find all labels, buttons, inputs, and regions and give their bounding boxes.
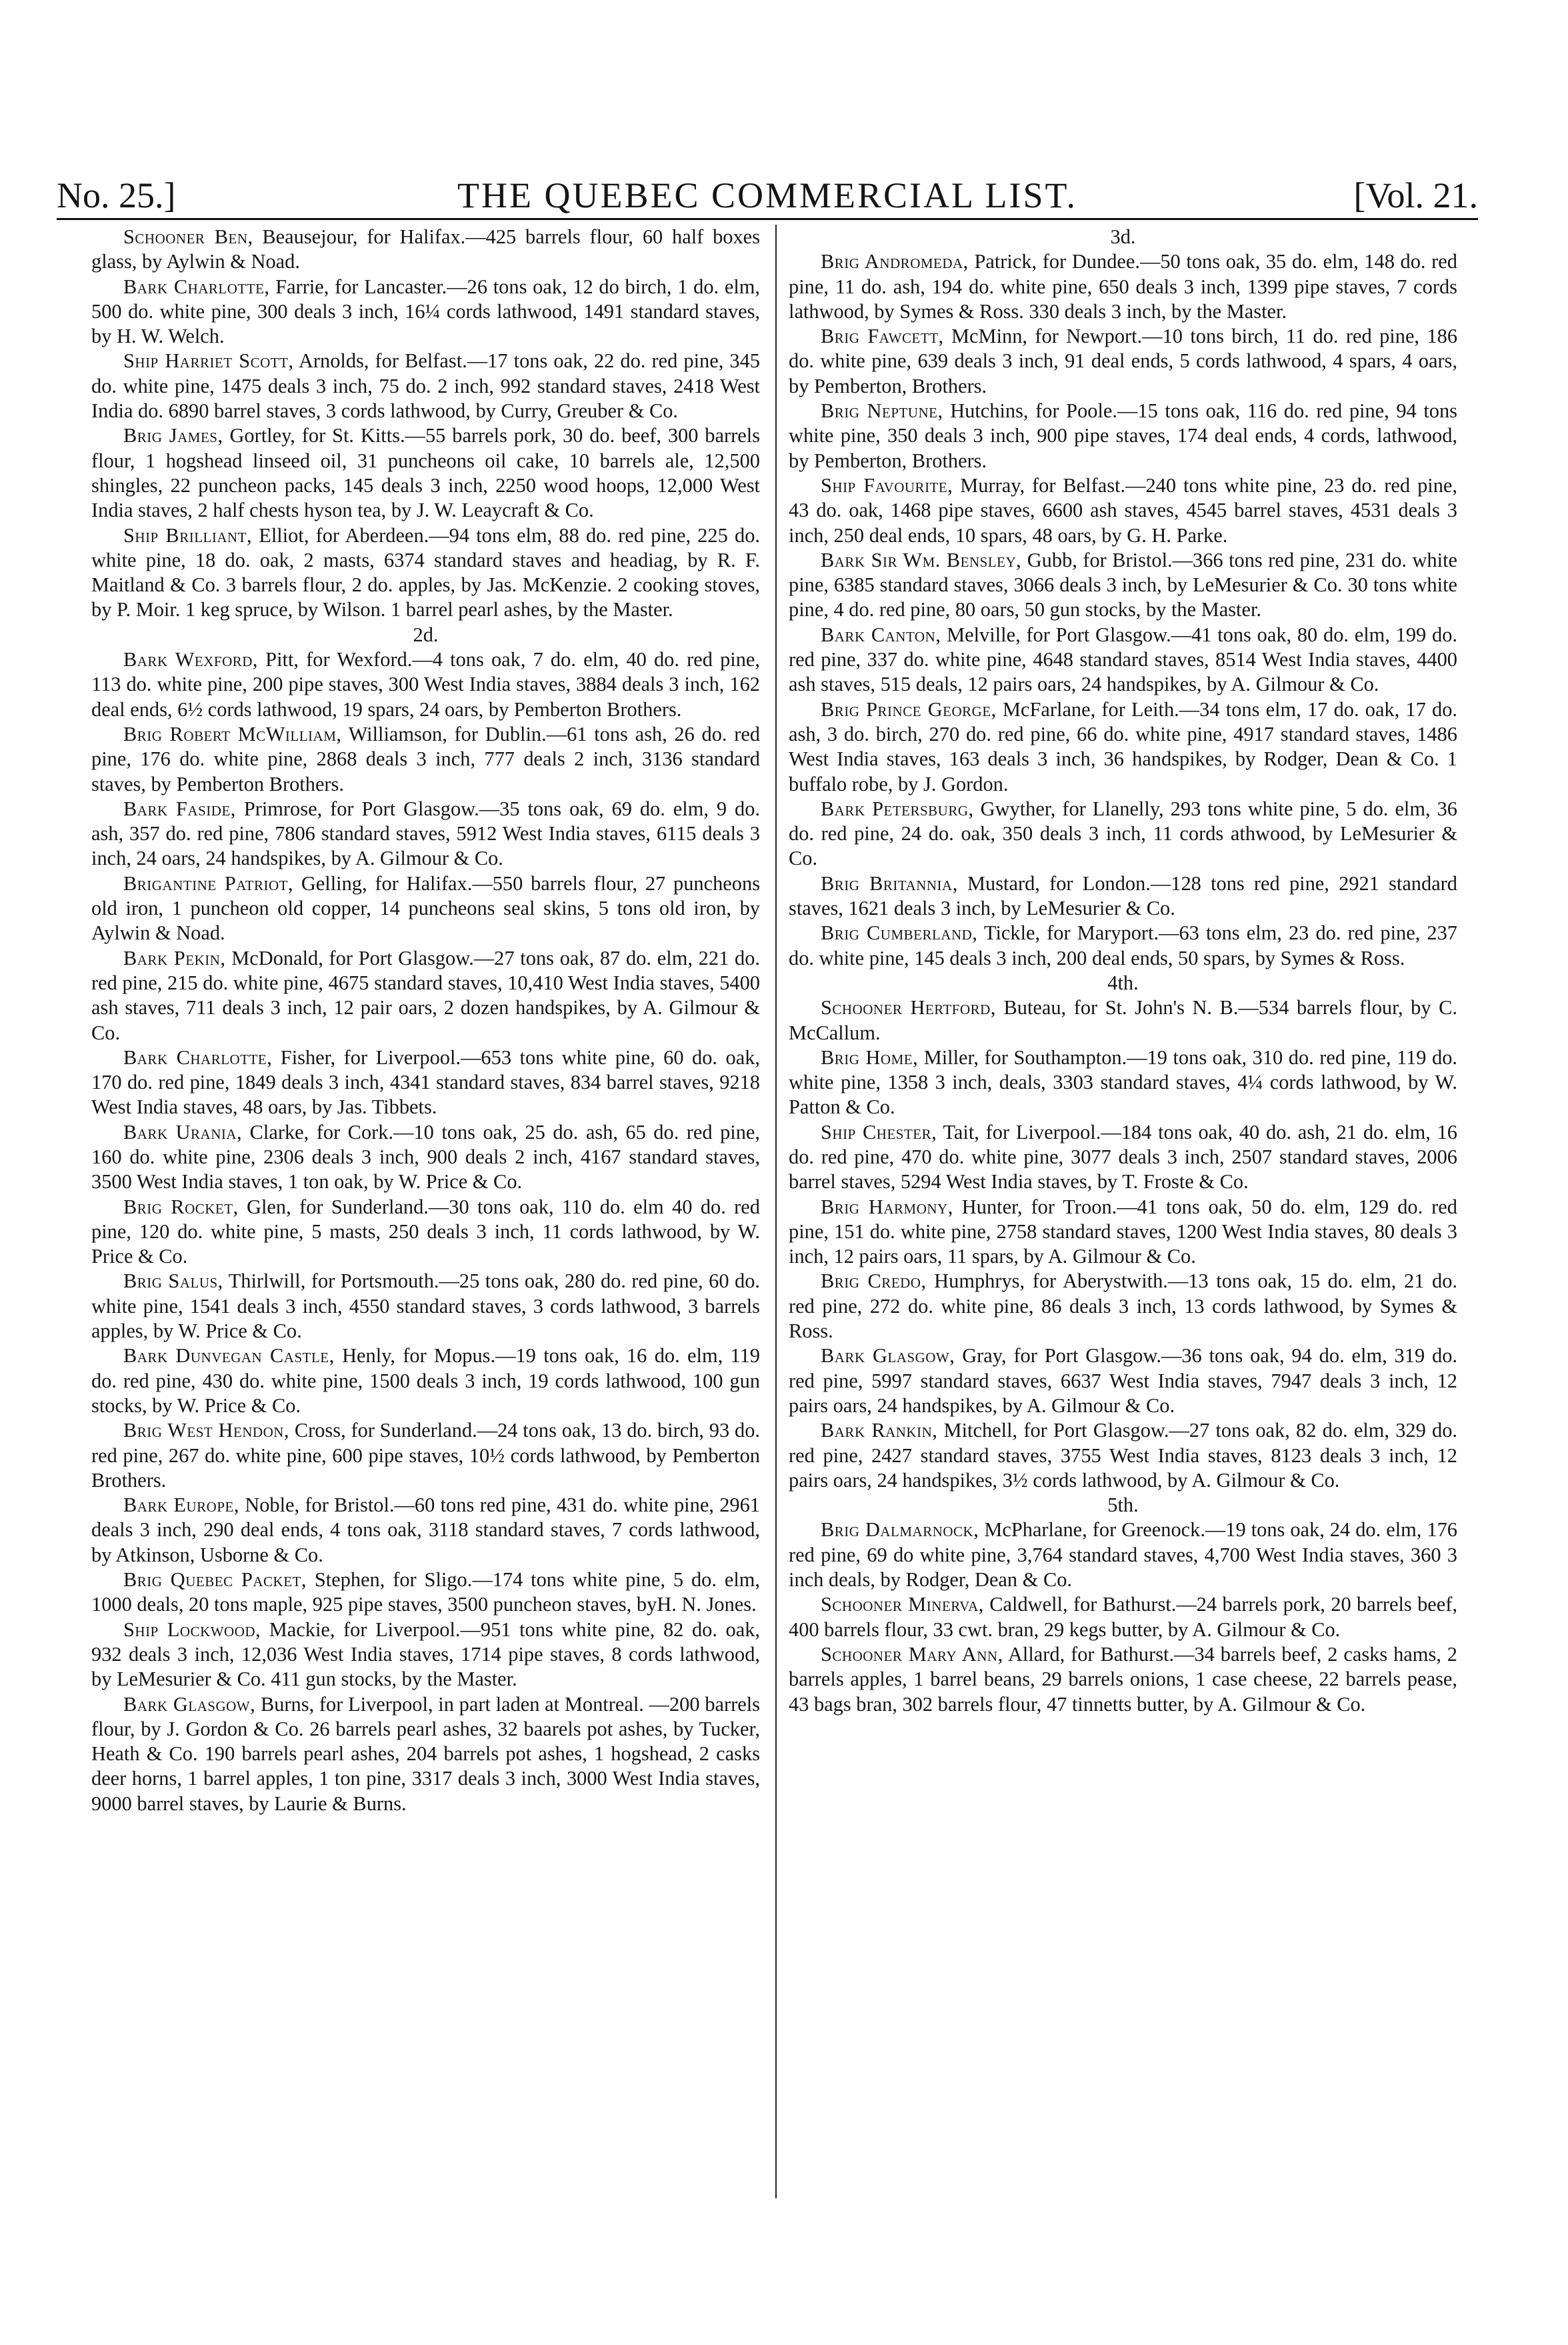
vessel-name: Bark Sir Wm. Bensley,	[821, 548, 1022, 571]
vessel-name: Bark Pekin,	[123, 946, 226, 969]
cargo-entry	[91, 647, 760, 722]
cargo-entry	[789, 921, 1457, 971]
right-column	[789, 225, 1457, 1717]
cargo-details: Tickle, for Maryport.—63 tons elm, 23 do. red pine, 237 do. white pine, 145 deals 3 inch, 200 deal ends, 50 spars, by Symes & Ross.	[789, 921, 1458, 969]
cargo-details: Arnolds, for Belfast.—17 tons oak, 22 do. red pine, 345 do. white pine, 1475 deals 3 inch, 75 do. 2 inch, 992 standard staves, 2418 West India do. 6890 barrel staves, 3 cords lathwood, by Curry, Greuber & Co.	[91, 349, 760, 423]
cargo-details: Stephen, for Sligo.—174 tons white pine, 5 do. elm, 1000 deals, 20 tons maple, 925 pipe staves, 3500 puncheon staves, byH. N. Jones.	[91, 1568, 761, 1616]
cargo-details: Fisher, for Liverpool.—653 tons white pine, 60 do. oak, 170 do. red pine, 1849 deals 3 inch, 4341 standard staves, 834 barrel staves, 9218 West India staves, 48 oars, by Jas. Tibbets.	[91, 1045, 760, 1119]
vessel-name: Brig Salus,	[123, 1270, 223, 1293]
cargo-details: Williamson, for Dublin.—61 tons ash, 26 do. red pine, 176 do. white pine, 2868 deals 3 inch, 777 deals 2 inch, 3136 standard staves, by Pemberton Brothers.	[91, 722, 761, 795]
cargo-details: Pitt, for Wexford.—4 tons oak, 7 do. elm, 40 do. red pine, 113 do. white pine, 200 pipe staves, 300 West India staves, 3884 deals 3 inch, 162 deal ends, 6½ cords lathwood, 19 spars, 24 oars, by Pemberton Brothers.	[91, 648, 760, 721]
cargo-details: Melville, for Port Glasgow.—41 tons oak, 80 do. elm, 199 do. red pine, 337 do. white pine, 4648 standard staves, 8514 West India staves, 4400 ash staves, 515 deals, 12 pairs oars, 24 handspikes, by A. Gilmour & Co.	[789, 623, 1457, 696]
cargo-entry	[789, 249, 1457, 324]
cargo-entry	[789, 548, 1457, 623]
vessel-name: Brig Prince George,	[821, 697, 997, 721]
cargo-details: Gelling, for Halifax.—550 barrels flour, 27 puncheons old iron, 1 puncheon old copper, 14 puncheons seal skins, 5 tons old iron, by Aylwin & Noad.	[91, 871, 760, 945]
cargo-details: McDonald, for Port Glasgow.—27 tons oak, 87 do. elm, 221 do. red pine, 215 do. white pine, 4675 standard staves, 10,410 West India staves, 5400 ash staves, 711 deals 3 inch, 12 pair oars, 2 dozen handspikes, by A. Gilmour & Co.	[91, 946, 760, 1044]
cargo-entry	[789, 1518, 1457, 1592]
cargo-entry	[91, 946, 760, 1045]
vessel-name: Brig Home,	[821, 1045, 919, 1069]
cargo-entry	[91, 1344, 760, 1418]
cargo-entry	[789, 1344, 1457, 1418]
cargo-entry	[91, 423, 760, 523]
cargo-details: Cross, for Sunderland.—24 tons oak, 13 do. birch, 93 do. red pine, 267 do. white pine, 600 pipe staves, 10½ cords lathwood, by Pemberton Brothers.	[91, 1419, 760, 1492]
cargo-details: Miller, for Southampton.—19 tons oak, 310 do. red pine, 119 do. white pine, 1358 3 inch, deals, 3303 standard staves, 4¼ cords lathwood, by W. Patton & Co.	[789, 1045, 1458, 1119]
cargo-details: Humphrys, for Aberystwith.—13 tons oak, 15 do. elm, 21 do. red pine, 272 do. white pine, 86 deals 3 inch, 13 cords lathwood, by Symes & Ross.	[789, 1270, 1457, 1343]
cargo-entry	[789, 1045, 1457, 1120]
vessel-name: Bark Charlotte,	[123, 1045, 273, 1069]
cargo-entry	[91, 225, 760, 275]
cargo-details: Primrose, for Port Glasgow.—35 tons oak, 69 do. elm, 9 do. ash, 357 do. red pine, 7806 standard staves, 5912 West India staves, 6115 deals 3 inch, 24 oars, 24 handspikes, by A. Gilmour & Co.	[91, 797, 760, 870]
vessel-name: Schooner Ben,	[123, 225, 253, 248]
vessel-name: Bark Rankin,	[821, 1419, 938, 1442]
vessel-name: Brig Dalmarnock,	[821, 1518, 979, 1542]
cargo-entry	[91, 349, 760, 423]
header-rule	[57, 218, 1478, 220]
vessel-name: Brigantine Patriot,	[123, 871, 294, 895]
issue-number: No. 25.]	[57, 175, 176, 215]
cargo-entry	[91, 1120, 760, 1195]
vessel-name: Bark Charlotte,	[123, 275, 270, 298]
cargo-entry	[789, 623, 1457, 697]
vessel-name: Schooner Minerva,	[821, 1593, 984, 1616]
vessel-name: Bark Wexford,	[123, 648, 259, 671]
vessel-name: Bark Petersburg,	[821, 797, 974, 820]
cargo-details: Gray, for Port Glasgow.—36 tons oak, 94 do. elm, 319 do. red pine, 5997 standard staves, 6637 West India staves, 7947 deals 3 inch, 12 pairs oars, 24 handspikes, by A. Gilmour & Co.	[789, 1344, 1457, 1417]
cargo-entry	[91, 1568, 760, 1618]
date-heading: 4th.	[1107, 971, 1139, 994]
vessel-name: Ship Brilliant,	[123, 523, 253, 547]
cargo-entry	[91, 1493, 760, 1568]
vessel-name: Brig James,	[123, 424, 223, 447]
cargo-details: Murray, for Belfast.—240 tons white pine, 23 do. red pine, 43 do. oak, 1468 pipe staves, 6600 ash staves, 4545 barrel staves, 4531 deals 3 inch, 250 deal ends, 10 spars, 48 oars, by G. H. Parke.	[789, 473, 1457, 547]
cargo-details: McFarlane, for Leith.—34 tons elm, 17 do. oak, 17 do. ash, 3 do. birch, 270 do. red pine, 66 do. white pine, 4917 standard staves, 1486 West India staves, 163 deals 3 inch, 36 handspikes, by Rodger, Dean & Co. 1 buffalo robe, by J. Gordon.	[789, 697, 1457, 795]
cargo-details: McMinn, for Newport.—10 tons birch, 11 do. red pine, 186 do. white pine, 639 deals 3 inch, 91 deal ends, 5 cords lathwood, 4 spars, 4 oars, by Pemberton, Brothers.	[789, 325, 1458, 397]
date-heading: 2d.	[413, 623, 439, 646]
vessel-name: Ship Favourite,	[821, 473, 953, 497]
cargo-details: Mackie, for Liverpool.—951 tons white pine, 82 do. oak, 932 deals 3 inch, 12,036 West India staves, 1714 pipe staves, 8 cords lathwood, by LeMesurier & Co. 411 gun stocks, by the Master.	[91, 1618, 760, 1691]
cargo-details: McPharlane, for Greenock.—19 tons oak, 24 do. elm, 176 red pine, 69 do white pine, 3,764 standard staves, 4,700 West India staves, 360 3 inch deals, by Rodger, Dean & Co.	[789, 1518, 1457, 1592]
cargo-entry	[91, 1195, 760, 1270]
cargo-details: Elliot, for Aberdeen.—94 tons elm, 88 do. red pine, 225 do. white pine, 18 do. oak, 2 masts, 6374 standard staves and headiag, by R. F. Maitland & Co. 3 barrels flour, 2 do. apples, by Jas. McKenzie. 2 cooking stoves, by P. Moir. 1 keg spruce, by Wilson. 1 barrel pearl ashes, by the Master.	[91, 523, 760, 621]
vessel-name: Schooner Hertford,	[821, 996, 996, 1019]
cargo-details: Hutchins, for Poole.—15 tons oak, 116 do. red pine, 94 tons white pine, 350 deals 3 inch, 900 pipe staves, 174 deal ends, 4 cords, lathwood, by Pemberton, Brothers.	[789, 399, 1458, 472]
cargo-entry	[789, 697, 1457, 797]
vessel-name: Bark Glasgow,	[123, 1692, 256, 1716]
vessel-name: Ship Lockwood,	[123, 1618, 261, 1641]
vessel-name: Brig Credo,	[821, 1270, 927, 1293]
date-heading: 3d.	[1110, 225, 1136, 248]
cargo-details: Burns, for Liverpool, in part laden at Montreal. —200 barrels flour, by J. Gordon & Co. 26 barrels pearl ashes, 32 baarels pot ashes, by Tucker, Heath & Co. 190 barrels pearl ashes, 204 barrels pot ashes, 1 hogshead, 2 casks deer horns, 1 barrel apples, 1 ton pine, 3317 deals 3 inch, 3000 West India staves, 9000 barrel staves, by Laurie & Burns.	[91, 1692, 760, 1815]
cargo-details: Tait, for Liverpool.—184 tons oak, 40 do. ash, 21 do. elm, 16 do. red pine, 470 do. white pine, 3077 deals 3 inch, 2507 standard staves, 2006 barrel staves, 5294 West India staves, by T. Froste & Co.	[789, 1120, 1457, 1194]
vessel-name: Brig Quebec Packet,	[123, 1568, 307, 1592]
vessel-name: Brig Andromeda,	[821, 250, 969, 273]
cargo-entry	[789, 871, 1457, 921]
cargo-details: Patrick, for Dundee.—50 tons oak, 35 do. elm, 148 do. red pine, 11 do. ash, 194 do. white pine, 650 deals 3 inch, 1399 pipe staves, 7 cords lathwood, by Symes & Ross. 330 deals 3 inch, by the Master.	[789, 250, 1457, 323]
vessel-name: Bark Urania,	[123, 1120, 243, 1143]
vessel-name: Brig Neptune,	[821, 399, 943, 423]
vessel-name: Bark Canton,	[821, 623, 941, 646]
cargo-details: Hunter, for Troon.—41 tons oak, 50 do. elm, 129 do. red pine, 151 do. white pine, 2758 standard staves, 1200 West India staves, 80 deals 3 inch, 12 pairs oars, 11 spars, by A. Gilmour & Co.	[789, 1195, 1457, 1268]
page-header	[57, 167, 1478, 220]
cargo-details: Gwyther, for Llanelly, 293 tons white pine, 5 do. elm, 36 do. red pine, 24 do. oak, 350 deals 3 inch, 11 cords athwood, by LeMesurier & Co.	[789, 797, 1457, 870]
cargo-details: Glen, for Sunderland.—30 tons oak, 110 do. elm 40 do. red pine, 120 do. white pine, 5 masts, 250 deals 3 inch, 11 cords lathwood, by W. Price & Co.	[91, 1195, 760, 1268]
cargo-entry	[789, 797, 1457, 871]
cargo-entry	[789, 1120, 1457, 1195]
cargo-entry	[91, 871, 760, 946]
cargo-entry	[91, 275, 760, 349]
vessel-name: Brig Britannia,	[821, 871, 958, 895]
cargo-details: Henly, for Mopus.—19 tons oak, 16 do. elm, 119 do. red pine, 430 do. white pine, 1500 deals 3 inch, 19 cords lathwood, 100 gun stocks, by W. Price & Co.	[91, 1344, 760, 1417]
cargo-details: Thirlwill, for Portsmouth.—25 tons oak, 280 do. red pine, 60 do. white pine, 1541 deals 3 inch, 4550 standard staves, 3 cords lathwood, 3 barrels apples, by W. Price & Co.	[91, 1270, 760, 1343]
cargo-details: Noble, for Bristol.—60 tons red pine, 431 do. white pine, 2961 deals 3 inch, 290 deal ends, 4 tons oak, 3118 standard staves, 7 cords lathwood, by Atkinson, Usborne & Co.	[91, 1494, 760, 1566]
vessel-name: Bark Europe,	[123, 1494, 239, 1517]
cargo-details: Allard, for Bathurst.—34 barrels beef, 2 casks hams, 2 barrels apples, 1 barrel beans, 29 barrels onions, 1 case cheese, 22 barrels pease, 43 bags bran, 302 barrels flour, 47 tinnetts butter, by A. Gilmour & Co.	[789, 1642, 1457, 1716]
cargo-entry	[789, 1269, 1457, 1344]
cargo-details: Clarke, for Cork.—10 tons oak, 25 do. ash, 65 do. red pine, 160 do. white pine, 2306 deals 3 inch, 900 deals 2 inch, 4167 standard staves, 3500 West India staves, 1 ton oak, by W. Price & Co.	[91, 1120, 761, 1194]
cargo-details: Beausejour, for Halifax.—425 barrels flour, 60 half boxes glass, by Aylwin & Noad.	[91, 225, 760, 273]
vessel-name: Brig Rocket,	[123, 1195, 239, 1218]
cargo-entry	[91, 1418, 760, 1493]
publication-title: THE QUEBEC COMMERCIAL LIST.	[457, 175, 1077, 215]
cargo-entry	[91, 523, 760, 623]
vessel-name: Bark Glasgow,	[821, 1344, 955, 1368]
vessel-name: Bark Dunvegan Castle,	[123, 1344, 335, 1368]
cargo-entry	[789, 399, 1457, 473]
left-column	[91, 225, 760, 1816]
vessel-name: Schooner Mary Ann,	[821, 1642, 1003, 1666]
cargo-entry	[789, 473, 1457, 548]
vessel-name: Bark Faside,	[123, 797, 236, 820]
cargo-details: Gortley, for St. Kitts.—55 barrels pork, 30 do. beef, 300 barrels flour, 1 hogshead linseed oil, 31 puncheons oil cake, 10 barrels ale, 12,500 shingles, 22 puncheon packs, 145 deals 3 inch, 2250 wood hoops, 12,000 West India staves, 2 half chests hyson tea, by J. W. Leaycraft & Co.	[91, 424, 760, 522]
cargo-entry	[789, 995, 1457, 1045]
vessel-name: Brig Cumberland,	[821, 921, 978, 945]
cargo-entry	[789, 1195, 1457, 1270]
column-divider	[775, 225, 777, 2198]
cargo-entry	[789, 1642, 1457, 1717]
cargo-entry	[91, 1269, 760, 1344]
vessel-name: Ship Harriet Scott,	[123, 349, 294, 373]
cargo-details: Gubb, for Bristol.—366 tons red pine, 231 do. white pine, 6385 standard staves, 3066 deals 3 inch, by LeMesurier & Co. 30 tons white pine, 4 do. red pine, 80 oars, 50 gun stocks, by the Master.	[789, 548, 1457, 621]
cargo-details: Caldwell, for Bathurst.—24 barrels pork, 20 barrels beef, 400 barrels flour, 33 cwt. bran, 29 kegs butter, by A. Gilmour & Co.	[789, 1593, 1458, 1641]
vessel-name: Brig Fawcett,	[821, 325, 944, 348]
vessel-name: Brig Robert McWilliam,	[123, 722, 342, 745]
vessel-name: Ship Chester,	[821, 1120, 937, 1143]
cargo-entry	[91, 1692, 760, 1816]
vessel-name: Brig West Hendon,	[123, 1419, 290, 1442]
cargo-details: Mitchell, for Port Glasgow.—27 tons oak, 82 do. elm, 329 do. red pine, 2427 standard staves, 3755 West India staves, 8123 deals 3 inch, 12 pairs oars, 24 handspikes, 3½ cords lathwood, by A. Gilmour & Co.	[789, 1419, 1457, 1492]
vessel-name: Brig Harmony,	[821, 1195, 953, 1218]
cargo-entry	[91, 797, 760, 871]
cargo-entry	[789, 1418, 1457, 1493]
cargo-details: Farrie, for Lancaster.—26 tons oak, 12 do birch, 1 do. elm, 500 do. white pine, 300 deals 3 inch, 16¼ cords lathwood, 1491 standard staves, by H. W. Welch.	[91, 275, 760, 348]
cargo-entry	[789, 324, 1457, 399]
cargo-details: Buteau, for St. John's N. B.—534 barrels flour, by C. McCallum.	[789, 996, 1457, 1044]
cargo-entry	[91, 1045, 760, 1120]
cargo-entry	[789, 1592, 1457, 1642]
cargo-entry	[91, 722, 760, 797]
cargo-entry	[91, 1618, 760, 1692]
cargo-details: Mustard, for London.—128 tons red pine, 2921 standard staves, 1621 deals 3 inch, by LeMesurier & Co.	[789, 871, 1458, 920]
volume-number: [Vol. 21.	[1353, 175, 1478, 215]
date-heading: 5th.	[1107, 1494, 1139, 1517]
